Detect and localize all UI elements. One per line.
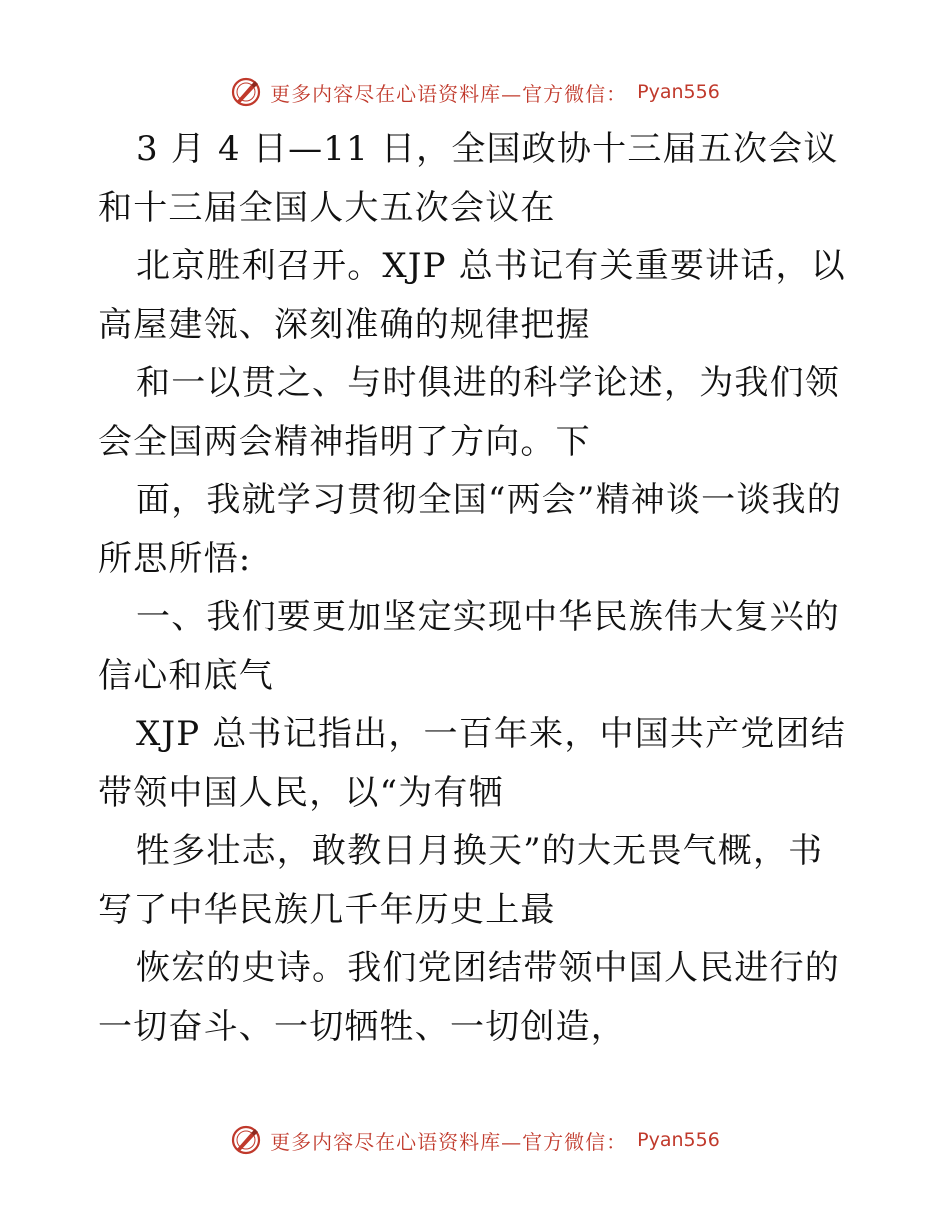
footer-watermark <box>0 1120 950 1160</box>
paragraph: 3 月 4 日—11 日，全国政协十三届五次会议和十三届全国人大五次会议在 <box>98 129 839 228</box>
watermark-wechat-id: Pyan556 <box>637 1129 720 1151</box>
paragraph: 北京胜利召开。XJP 总书记有关重要讲话，以高屋建瓴、深刻准确的规律把握 <box>98 246 846 345</box>
stamp-pen-icon <box>230 1124 262 1156</box>
watermark-text: 更多内容尽在心语资料库—官方微信： <box>270 1129 628 1154</box>
paragraph: 恢宏的史诗。我们党团结带领中国人民进行的一切奋斗、一切牺牲、一切创造， <box>98 948 840 1047</box>
paragraph: 牲多壮志，敢教日月换天”的大无畏气概，书写了中华民族几千年历史上最 <box>98 831 824 930</box>
header-watermark <box>0 72 950 112</box>
document-body <box>98 120 858 1056</box>
paragraph: 和一以贯之、与时俱进的科学论述，为我们领会全国两会精神指明了方向。下 <box>98 363 840 462</box>
paragraph: 面，我就学习贯彻全国“两会”精神谈一谈我的所思所悟: <box>98 480 842 579</box>
watermark-text: 更多内容尽在心语资料库—官方微信： <box>270 81 628 106</box>
stamp-pen-icon <box>230 76 262 108</box>
section-heading: 一、我们要更加坚定实现中华民族伟大复兴的信心和底气 <box>98 597 840 696</box>
watermark-wechat-id: Pyan556 <box>637 81 720 103</box>
paragraph: XJP 总书记指出，一百年来，中国共产党团结带领中国人民，以“为有牺 <box>98 714 846 813</box>
